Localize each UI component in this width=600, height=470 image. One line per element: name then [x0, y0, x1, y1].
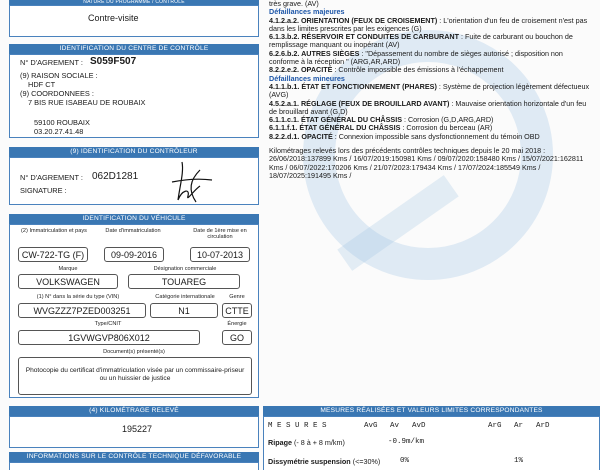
docs-value: Photocopie du certificat d'immatriculation visée par un commissaire-priseur ou un huissier de justice — [18, 357, 252, 395]
col-avg: AvG — [364, 422, 378, 430]
ripage-row: Ripage (- 8 à + 8 m/km) — [268, 438, 345, 447]
mineures-title: Défaillances mineures — [269, 73, 345, 83]
col-av: Av — [390, 422, 400, 430]
footer-left-header: INFORMATIONS SUR LE CONTRÔLE TECHNIQUE DÉFAVORABLE — [9, 452, 259, 462]
km-history: 26/06/2018:137899 Kms / 16/07/2019:150981 Kms / 09/07/2020:158480 Kms / 15/07/2021:162811 Kms / 06/07/2022:170206 Kms / 21/07/2023:179434 Kms / 17/07/2024:185549 Kms / 18/07/2025:191495 Kms / — [269, 154, 584, 180]
defaillances-panel — [263, 0, 600, 402]
vehicule-box — [9, 224, 259, 398]
maj-3: 8.2.2.e.2. OPACITÉ : Contrôle impossible des émissions à l'échappement — [269, 65, 504, 75]
col-ar: Ar — [514, 422, 524, 430]
centre-address: 7 BIS RUE ISABEAU DE ROUBAIX — [28, 98, 146, 107]
coordonnees-label: (9) COORDONNEES : — [20, 89, 94, 98]
designation-label: Désignation commerciale — [153, 266, 217, 272]
maj-2: 6.2.6.b.2. AUTRES SIÈGES : "Dépassement du nombre de sièges autorisé ; disposition non conforme à la réception " (ARG,AR,ARD) — [269, 48, 563, 67]
categorie-label: Catégorie internationale — [155, 294, 215, 300]
dissym-row: Dissymétrie suspension (<=30%) — [268, 457, 381, 466]
maj-0: 4.1.2.a.2. ORIENTATION (FEUX DE CROISEMENT) : L'orientation d'un feu de croisement n'est pas dans les limites prescrites par les exigences (G) — [269, 15, 588, 33]
immat-value: CW-722-TG (F) — [18, 247, 88, 262]
mesures-box — [263, 416, 600, 470]
centre-box — [9, 54, 259, 138]
km-header: (4) KILOMÉTRAGE RELEVÉ — [9, 406, 259, 416]
controleur-header: (9) IDENTIFICATION DU CONTRÔLEUR — [9, 147, 259, 157]
immat-label: (2) Immatriculation et pays — [21, 228, 87, 234]
centre-phone: 03.20.27.41.48 — [34, 127, 84, 136]
raison-label: (9) RAISON SOCIALE : — [20, 71, 98, 80]
categorie-value: N1 — [150, 303, 218, 318]
mesures-title: M E S U R E S — [268, 422, 327, 430]
mesures-header: MESURES RÉALISÉES ET VALEURS LIMITES CORRESPONDANTES — [263, 406, 600, 416]
date-circ-value: 10-07-2013 — [190, 247, 250, 262]
centre-header: IDENTIFICATION DU CENTRE DE CONTRÔLE — [9, 44, 259, 54]
date-immat-value: 09-09-2016 — [104, 247, 164, 262]
dissym-front: 0% — [400, 457, 410, 465]
visite-box — [9, 5, 259, 37]
type-label: Type/CNIT — [94, 321, 122, 327]
docs-label: Document(s) présenté(s) — [103, 349, 165, 355]
centre-agrement-label: N° D'AGREMENT : — [20, 58, 83, 67]
col-ard: ArD — [536, 422, 550, 430]
col-arg: ArG — [488, 422, 502, 430]
signature-label: SIGNATURE : — [20, 186, 67, 195]
min-4: 8.2.2.d.1. OPACITÉ : Connexion impossible sans dysfonctionnement du témoin OBD — [269, 131, 540, 141]
vin-value: WVGZZZ7PZED003251 — [18, 303, 146, 318]
marque-label: Marque — [58, 266, 78, 272]
dissym-rear: 1% — [514, 457, 524, 465]
min-3: 6.1.1.f.1. ÉTAT GÉNÉRAL DU CHÂSSIS : Corrosion du berceau (AR) — [269, 123, 493, 133]
min-0: 4.1.1.b.1. ÉTAT ET FONCTIONNEMENT (PHARES) : Système de projection légèrement défectueux (AVG) — [269, 81, 590, 100]
majeures-title: Défaillances majeures — [269, 7, 345, 17]
genre-value: CTTE — [222, 303, 252, 318]
defaillances-text — [269, 0, 594, 180]
controleur-agrement: 062D1281 — [92, 171, 139, 182]
energie-value: GO — [222, 330, 252, 345]
visite-header: NATURE DU PROGRAMME / CONTRÔLE — [9, 0, 259, 5]
centre-agrement: S059F507 — [90, 56, 137, 67]
footer-left-box — [9, 462, 259, 470]
km-note: Kilométrages relevés lors des précédents contrôles techniques depuis le 20 mai 2018 : — [269, 146, 546, 156]
signature-drawing — [160, 160, 230, 205]
visite-type: Contre-visite — [88, 13, 139, 23]
energie-label: Énergie — [227, 321, 247, 327]
maj-1: 6.1.3.b.2. RÉSERVOIR ET CONDUITES DE CARBURANT : Fuite de carburant ou bouchon de remplissage manquant ou inopérant (AV) — [269, 32, 573, 50]
type-value: 1GVWGVP806X012 — [18, 330, 200, 345]
designation-value: TOUAREG — [128, 274, 240, 289]
vehicule-header: IDENTIFICATION DU VÉHICULE — [9, 214, 259, 224]
min-1: 4.5.2.a.1. RÉGLAGE (FEUX DE BROUILLARD AVANT) : Mauvaise orientation horizontale d'un feu de brouillard avant (G,D) — [269, 98, 587, 116]
date-circ-label: Date de 1ère mise en circulation — [193, 228, 247, 240]
min-2: 6.1.1.c.1. ÉTAT GÉNÉRAL DU CHÂSSIS : Corrosion (G,D,ARG,ARD) — [269, 115, 494, 125]
km-box — [9, 416, 259, 448]
raison-value: HDF CT — [28, 80, 56, 89]
centre-city: 59100 ROUBAIX — [34, 118, 90, 127]
col-avd: AvD — [412, 422, 426, 430]
marque-value: VOLKSWAGEN — [18, 274, 118, 289]
controleur-box — [9, 157, 259, 205]
top-line: très grave. (AV) — [269, 0, 319, 8]
controleur-agrement-label: N° D'AGREMENT : — [20, 173, 83, 182]
ripage-value: -0.9m/km — [388, 438, 425, 446]
date-immat-label: Date d'immatriculation — [105, 228, 161, 234]
genre-label: Genre — [229, 294, 245, 300]
vin-label: (1) N° dans la série du type (VIN) — [36, 294, 120, 300]
km-value: 195227 — [122, 424, 153, 434]
